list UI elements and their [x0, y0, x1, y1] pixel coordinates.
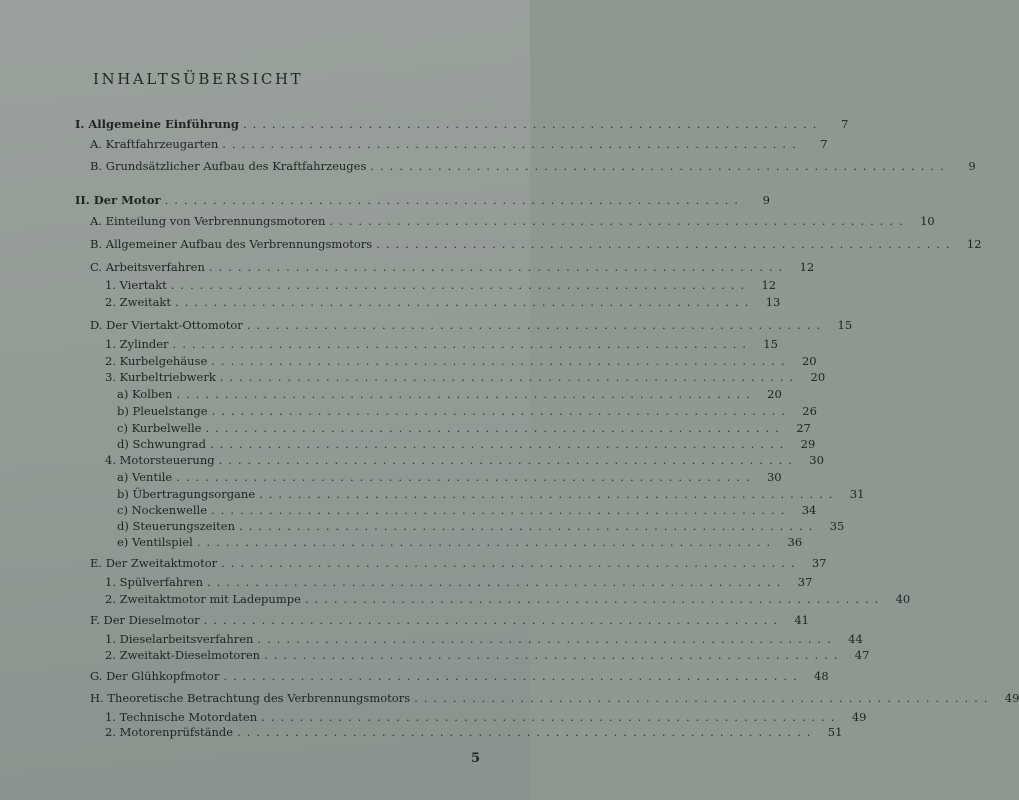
dot-leader: ............................................................ — [208, 260, 789, 274]
toc-entry — [105, 336, 778, 352]
toc-entry-label: c) Kurbelwelle — [117, 421, 202, 435]
toc-entry-page: 37 — [797, 575, 813, 589]
toc-entry — [117, 502, 817, 518]
toc-entry — [105, 574, 813, 590]
toc-entry-page: 12 — [966, 237, 982, 251]
toc-entry-page: 31 — [849, 487, 865, 501]
toc-entry-label: II. Der Motor — [75, 193, 161, 207]
toc-entry — [117, 403, 817, 419]
toc-entry-label: 1. Viertakt — [105, 278, 167, 292]
toc-entry-label: a) Kolben — [117, 387, 173, 401]
toc-entry — [117, 534, 803, 550]
dot-leader: ............................................................ — [196, 535, 777, 549]
toc-entry-label: B. Grundsätzlicher Aufbau des Kraftfahrzeuges — [90, 159, 367, 173]
toc-entry-page: 12 — [761, 278, 777, 292]
toc-entry — [90, 158, 976, 174]
toc-entry-page: 26 — [802, 404, 817, 418]
toc-entry — [105, 647, 870, 663]
dot-leader: ............................................................ — [209, 437, 790, 451]
toc-entry-label: b) Pleuelstange — [117, 404, 208, 418]
dot-leader: ............................................................ — [211, 404, 791, 418]
dot-leader: ............................................................ — [264, 648, 844, 662]
toc-entry — [90, 317, 853, 333]
dot-leader: ............................................................ — [170, 278, 751, 292]
toc-entry — [90, 213, 935, 229]
toc-entry — [117, 518, 845, 534]
toc-entry — [90, 236, 982, 252]
dot-leader: ............................................................ — [221, 556, 801, 570]
toc-entry-label: c) Nockenwelle — [117, 503, 208, 517]
toc-entry — [90, 668, 829, 684]
dot-leader: ............................................................ — [211, 354, 791, 368]
toc-entry-label: D. Der Viertakt-Ottomotor — [90, 318, 243, 332]
toc-entry — [90, 612, 809, 628]
dot-leader: ............................................................ — [164, 193, 744, 207]
toc-entry-label: 1. Dieselarbeitsverfahren — [105, 632, 254, 646]
toc-entry-label: A. Kraftfahrzeugarten — [90, 137, 219, 151]
toc-entry-label: 2. Zweitakt-Dieselmotoren — [105, 648, 261, 662]
toc-entry-label: 2. Kurbelgehäuse — [105, 354, 208, 368]
toc-entry-page: 44 — [848, 632, 863, 646]
toc-entry — [117, 436, 816, 452]
toc-entry-label: F. Der Dieselmotor — [90, 613, 200, 627]
toc-entry-page: 35 — [829, 519, 845, 533]
toc-entry — [105, 294, 781, 310]
toc-entry-page: 15 — [763, 337, 778, 351]
toc-entry-label: d) Schwungrad — [117, 437, 206, 451]
toc-entry — [117, 420, 811, 436]
toc-entry — [105, 353, 817, 369]
toc-entry-page: 10 — [920, 214, 935, 228]
toc-entry — [105, 277, 777, 293]
toc-entry-page: 20 — [801, 354, 817, 368]
toc-entry-label: 1. Zylinder — [105, 337, 169, 351]
toc-entry-label: 2. Motorenprüfstände — [105, 725, 234, 739]
dot-leader: ............................................................ — [304, 592, 885, 606]
toc-entry-page: 12 — [799, 260, 815, 274]
toc-entry-page: 20 — [810, 370, 826, 384]
dot-leader: ............................................................ — [237, 725, 817, 739]
toc-entry-page: 7 — [840, 117, 849, 131]
toc-entry-label: I. Allgemeine Einführung — [75, 117, 239, 131]
toc-entry-page: 49 — [1004, 691, 1019, 705]
toc-entry — [105, 631, 863, 647]
toc-entry-label: E. Der Zweitaktmotor — [90, 556, 218, 570]
dot-leader: ............................................................ — [370, 159, 950, 173]
toc-entry-label: H. Theoretische Betrachtung des Verbrennungsmotors — [90, 691, 411, 705]
toc-entry — [105, 452, 824, 468]
dot-leader: ............................................................ — [211, 503, 791, 517]
toc-entry-page: 30 — [809, 453, 824, 467]
toc-entry-page: 13 — [765, 295, 781, 309]
toc-entry-label: 2. Zweitaktmotor mit Ladepumpe — [105, 592, 301, 606]
dot-leader: ............................................................ — [242, 117, 823, 131]
toc-entry-label: 2. Zweitakt — [105, 295, 172, 309]
dot-leader: ............................................................ — [175, 295, 755, 309]
toc-entry-label: 3. Kurbeltriebwerk — [105, 370, 216, 384]
dot-leader: ............................................................ — [257, 632, 837, 646]
toc-entry-page: 7 — [820, 137, 828, 151]
page-title: INHALTSÜBERSICHT — [93, 70, 304, 88]
toc-entry-page: 36 — [787, 535, 803, 549]
dot-leader: ............................................................ — [205, 421, 785, 435]
dot-leader: ............................................................ — [218, 453, 798, 467]
toc-entry-page: 37 — [811, 556, 827, 570]
dot-leader: ............................................................ — [223, 669, 803, 683]
toc-entry-page: 48 — [814, 669, 829, 683]
dot-leader: ............................................................ — [238, 519, 819, 533]
dot-leader: ............................................................ — [176, 387, 756, 401]
toc-entry-label: a) Ventile — [117, 470, 173, 484]
toc-entry-label: 4. Motorsteuerung — [105, 453, 215, 467]
dot-leader: ............................................................ — [246, 318, 827, 332]
dot-leader: ............................................................ — [172, 337, 752, 351]
toc-entry-label: A. Einteilung von Verbrennungsmotoren — [90, 214, 326, 228]
toc-entry-page: 47 — [854, 648, 870, 662]
dot-leader: ............................................................ — [222, 137, 802, 151]
toc-entry — [90, 259, 815, 275]
toc-entry — [75, 192, 770, 208]
toc-entry-page: 9 — [762, 193, 770, 207]
toc-entry-page: 27 — [796, 421, 811, 435]
toc-entry-page: 9 — [968, 159, 976, 173]
toc-entry-label: d) Steuerungszeiten — [117, 519, 235, 533]
toc-entry-page: 41 — [794, 613, 809, 627]
dot-leader: ............................................................ — [203, 613, 783, 627]
dot-leader: ............................................................ — [176, 470, 756, 484]
dot-leader: ............................................................ — [376, 237, 956, 251]
toc-entry-page: 30 — [766, 470, 782, 484]
toc-entry-label: C. Arbeitsverfahren — [90, 260, 205, 274]
toc-entry — [117, 469, 782, 485]
toc-entry-label: 1. Spülverfahren — [105, 575, 203, 589]
toc-entry — [90, 136, 828, 152]
toc-entry — [105, 591, 911, 607]
toc-entry — [105, 724, 843, 740]
toc-entry-page: 15 — [837, 318, 853, 332]
toc-entry-page: 40 — [895, 592, 911, 606]
toc-entry-page: 34 — [801, 503, 817, 517]
page-number: 5 — [471, 751, 481, 766]
dot-leader: ............................................................ — [206, 575, 787, 589]
toc-entry — [90, 690, 1019, 706]
toc-entry-page: 29 — [800, 437, 816, 451]
toc-entry-label: B. Allgemeiner Aufbau des Verbrennungsmotors — [90, 237, 373, 251]
dot-leader: ............................................................ — [219, 370, 800, 384]
toc-entry — [117, 486, 865, 502]
dot-leader: ............................................................ — [259, 487, 839, 501]
dot-leader: ............................................................ — [414, 691, 994, 705]
toc-entry-label: 1. Technische Motordaten — [105, 710, 258, 724]
toc-entry-label: G. Der Glühkopfmotor — [90, 669, 220, 683]
dot-leader: ............................................................ — [261, 710, 841, 724]
toc-entry — [90, 555, 827, 571]
toc-entry — [105, 709, 867, 725]
dot-leader: ............................................................ — [329, 214, 909, 228]
toc-entry — [105, 369, 826, 385]
toc-entry-label: b) Übertragungsorgane — [117, 487, 256, 501]
toc-entry-page: 49 — [851, 710, 867, 724]
toc-entry-page: 20 — [767, 387, 782, 401]
toc-entry-label: e) Ventilspiel — [117, 535, 193, 549]
toc-entry-page: 51 — [827, 725, 843, 739]
toc-entry — [75, 116, 849, 132]
toc-entry — [117, 386, 782, 402]
